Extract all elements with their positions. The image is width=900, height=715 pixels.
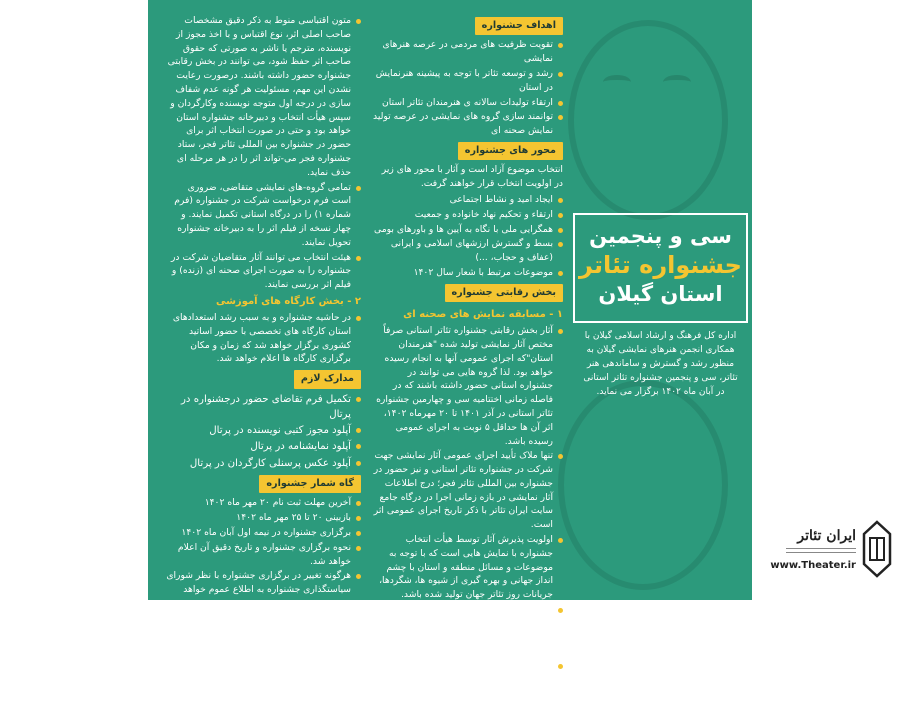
schedule-item: آخرین مهلت ثبت نام ۲۰ مهر ماه ۱۴۰۲ [166, 496, 361, 510]
title-line-2: جشنواره تئاتر [579, 251, 742, 280]
axis-item: ایجاد امید و نشاط اجتماعی [373, 193, 563, 207]
goal-item: رشد و توسعه تئاتر با توجه به پیشینه هنرنمایش در استان [373, 67, 563, 95]
schedule-heading: گاه شمار جشنواره [259, 475, 361, 493]
axis-item: موضوعات مرتبط با شعار سال ۱۴۰۲ [373, 266, 563, 280]
doc-item: آپلود نمایشنامه در پرتال [166, 439, 361, 454]
goal-item: توانمند سازی گروه های نمایشی در عرصه تولید نمایش صحنه ای [373, 110, 563, 138]
festival-intro: اداره کل فرهنگ و ارشاد اسلامی گیلان با همکاری انجمن هنرهای نمایشی گیلان به منظور رشد و گسترش و ساماندهی هنر تئاتر، سی و پنجمین جشنواره تئاتر استانی در آبان ماه ۱۴۰۲ برگزار می نماید. [583, 331, 738, 397]
doc-item: آپلود عکس پرسنلی کارگردان در پرتال [166, 456, 361, 471]
iran-theater-logo [768, 520, 896, 580]
axes-heading: محور های جشنواره [458, 142, 563, 160]
workshop-subheading: ۲ - بخش کارگاه های آموزشی [215, 295, 361, 307]
goal-item: تقویت ظرفیت های مردمی در عرصه هنرهای نمایشی [373, 38, 563, 66]
axis-item: بسط و گسترش ارزشهای اسلامی و ایرانی (عفاف و حجاب، ...) [373, 237, 563, 265]
doc-item: آپلود مجوز کتبی نویسنده در پرتال [166, 423, 361, 438]
left-margin [0, 0, 148, 600]
iran-theater-emblem-icon [860, 520, 894, 578]
competition-heading: بخش رقابتی جشنواره [445, 284, 563, 302]
competition-rule: تنها ملاک تأیید اجرای عمومی آثار نمایشی جهت شرکت در جشنواره تئاتر استانی و نیز حضور در جشنواره بین المللی تئاتر فجر؛ درج اطلاعات آثار نمایشی در بازه زمانی اجرا در درگاه جامع سایت ایران تئاتر با ذکر تاریخ اجرای عمومی اثر است. [373, 449, 563, 532]
competition-rule: تمامی گروه-های نمایشی متقاضی، ضروری است فرم درخواست شرکت در جشنواره (فرم شماره ۱) را در درگاه استانی تکمیل نمایند. و چهار نسخه از فیلم اثر را به دبیرخانه جشنواره تحویل نمایند. [166, 181, 361, 250]
stage-competition-subheading: ۱ - مسابقه نمایش های صحنه ای [403, 309, 563, 321]
schedule-item: برگزاری جشنواره در نیمه اول آبان ماه ۱۴۰۲ [166, 526, 361, 540]
mask-eye-graphic [603, 75, 631, 89]
competition-rule: هیئت انتخاب می توانند آثار متقاضیان شرکت در جشنواره را به صورت اجرای صحنه ای (زنده) و فیلم اثر بررسی نمایند. [166, 251, 361, 292]
title-line-1: سی و پنجمین [589, 224, 732, 248]
festival-poster [148, 0, 752, 713]
goal-item: ارتقاء تولیدات سالانه ی هنرمندان تئاتر استان [373, 96, 563, 110]
goals-heading: اهداف جشنواره [475, 17, 563, 35]
workshop-item: در حاشیه جشنواره و به سبب رشد استعدادهای استان کارگاه های تخصصی با حضور اساتید کشوری برگزار خواهد شد که زمان و مکان برگزاری کارگاه ها اعلام خواهد شد. [166, 311, 361, 366]
competition-rule: آثار بخش رقابتی جشنواره تئاتر استانی صرفاً مختص آثار نمایشی تولید شده "هنرمندان استان"که اجرای عمومی آنها به انجام رسیده خواهد بود. لذا گروه هایی می توانند در جشنواره استانی حضور داشته باشند که در فاصله زمانی اختتامیه سی و چهارمین جشنواره تئاتر استانی در آذر ۱۴۰۱ تا ۲۰ مهرماه ۱۴۰۲، اثر آن ها حداقل ۵ نوبت به اجرای عمومی رسیده باشد. [373, 324, 563, 448]
competition-rule: ارائه مجوز کتبی نویسنده، مترجم یا ناشر برای شرکت در جشنواره تئاتر استانی سال ۱۴۰۲ از سوی کارگردان و گروه متقاضی، به دبیرخانه جشنواره استان الزامی است. [373, 659, 563, 714]
schedule-note: هرگونه تغییر در برگزاری جشنواره با نظر شورای سیاستگذاری جشنواره به اطلاع عموم خواهد رسید. [166, 569, 361, 610]
title-line-3: استان گیلان [598, 282, 723, 307]
competition-rule: اولویت پذیرش آثار توسط هیأت انتخاب جشنواره با نمایش هایی است که با توجه به موضوعات و مسائل منطقه و استان با چشم انداز جهانی و بهره گیری از شیوه ها، شگردها، جریانات روز تئاتر جهان تولید شده باشد. [373, 533, 563, 602]
comedy-mask-graphic [568, 20, 728, 220]
schedule-item: بازبینی ۲۰ تا ۲۵ مهر ماه ۱۴۰۲ [166, 511, 361, 525]
left-column [166, 14, 361, 612]
logo-url: www.Theater.ir [770, 560, 856, 571]
schedule-item: نحوه برگزاری جشنواره و تاریخ دقیق آن اعلام خواهد شد. [166, 541, 361, 569]
mask-eye-graphic [663, 75, 691, 89]
logo-name: ایران تئاتر [797, 528, 856, 544]
axis-item: ارتقاء و تحکیم نهاد خانواده و جمعیت [373, 208, 563, 222]
doc-item: تکمیل فرم تقاضای حضور درجشنواره در پرتال [166, 392, 361, 423]
tragedy-mask-graphic [558, 380, 728, 590]
axes-intro: انتخاب موضوع آزاد است و آثار با محور های زیر در اولویت انتخاب قرار خواهند گرفت. [381, 164, 563, 190]
axis-item: همگرایی ملی با نگاه به آیین ها و باورهای بومی [373, 223, 563, 237]
logo-divider [786, 548, 856, 553]
right-column [373, 14, 563, 715]
festival-title-box [573, 213, 748, 323]
right-margin [752, 0, 900, 600]
competition-rule: متون اقتباسی منوط به ذکر دقیق مشخصات صاحب اصلی اثر، نوع اقتباس و با اخذ مجوز از نویسنده، مترجم یا ناشر به صورتی که حقوق صاحب اثر حفظ شود، می توانند در بخش رقابتی جشنواره حضور داشته باشند. درصورت رعایت نشدن این مهم، مسئولیت هر گونه عدم شفاف سازی در درجه اول متوجه نویسنده وکارگردان و سپس هیأت انتخاب و دبیرخانه جشنواره استان خواهد بود و حتی در صورت انتخاب اثر برای حضور در جشنواره بین المللی تئاتر فجر، ستاد جشنواره فجر می-تواند اثر را در هر مرحله ای حذف نماید. [166, 14, 361, 180]
competition-rule: آثار بخش رقابتی صرفاً اختصاص به آثار و نمایشنامه های ایرانی دارد، اما حضور گونه های مختلف نمایشی از جمله عروسکی، فیزیکال، آیینی سنتی و ... بلامانع است. [373, 603, 563, 658]
docs-heading: مدارک لازم [294, 370, 361, 388]
